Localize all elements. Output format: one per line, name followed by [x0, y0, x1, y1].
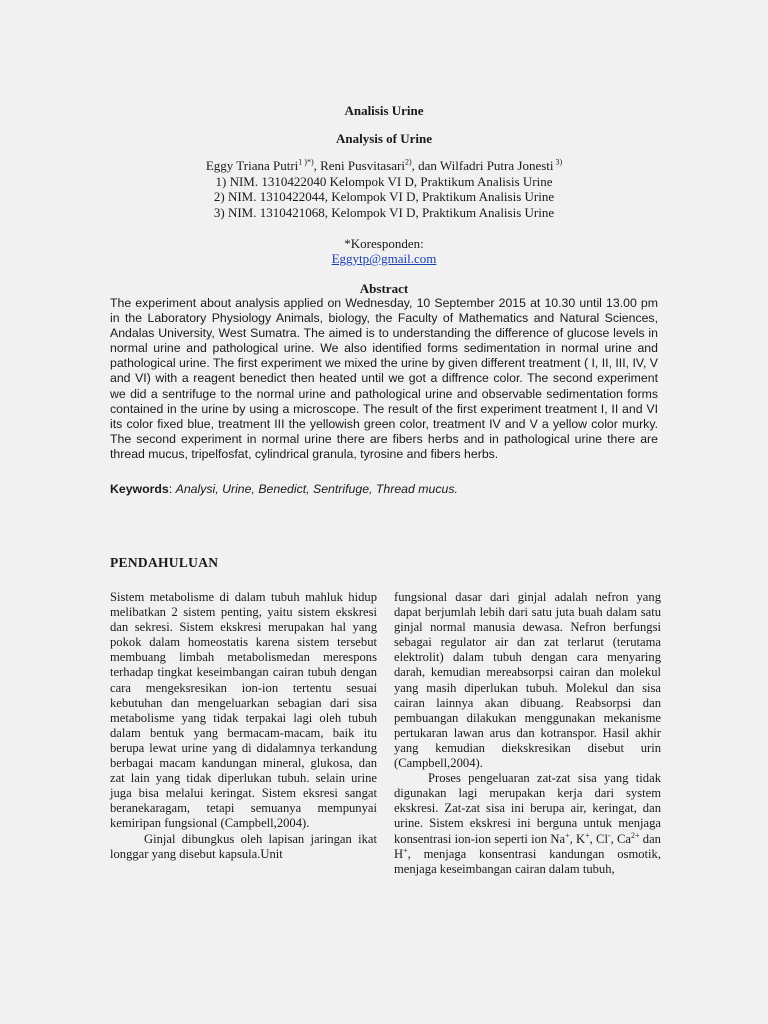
- author-line: [0, 158, 768, 173]
- author-2-mark: 2): [404, 157, 412, 167]
- abstract-heading: Abstract: [359, 281, 409, 296]
- paragraph-text: , menjaga konsentrasi kandungan osmotik, menjaga keseimbangan cairan dalam tubuh,: [394, 846, 661, 876]
- right-column: [394, 590, 661, 877]
- superscript: 2+: [631, 830, 640, 840]
- paragraph-text: , K: [569, 831, 586, 846]
- superscript: +: [585, 830, 590, 840]
- paragraph-text: dan H: [394, 831, 661, 861]
- left-column: [110, 590, 377, 862]
- author-1-mark: 1 )*): [298, 157, 314, 167]
- paragraph-text: Proses pengeluaran zat-zat sisa yang tidak digunakan lagi merupakan kerja dari system ekskresi. Zat-zat sisa ini berupa air, keringat, dan urine. Sistem ekskresi ini berguna untuk menjaga konsentrasi ion-ion seperti ion Na: [394, 771, 661, 846]
- abstract-text: The experiment about analysis applied on Wednesday, 10 September 2015 at 10.30 until 13.00 pm in the Laboratory Physiology Animals, biology, the Faculty of Mathematics and Natural Sciences, Andalas University, West Sumatra. The aimed is to understanding the difference of glucose levels in normal urine and pathological urine. We also identified forms sedimentation in normal urine and pathological urine. The first experiment we mixed the urine by given different treatment ( I, II, III, IV, V and VI) with a reagent benedict then heated until we got a diffrence color. The second experiment we did a sentrifuge to the normal urine and pathological urine and observable sedimentation forms contained in the urine by using a microscope. The result of the first experiment treatment I, II and VI its color fixed blue, treatment III the yellowish green color, treatment IV and V a yellow color murky. The second experiment in normal urine there are fibers herbs and in pathological urine there are thread mucus, tripelfosfat, cylindrical granula, tyrosine and fibers herbs.: [110, 296, 658, 461]
- superscript: -: [607, 830, 611, 840]
- paragraph-text: , Ca: [610, 831, 632, 846]
- section-heading: PENDAHULUAN: [110, 555, 219, 570]
- email-line: [0, 251, 768, 266]
- author-1: Eggy Triana Putri: [205, 158, 299, 173]
- paragraph: Sistem metabolisme di dalam tubuh mahluk hidup melibatkan 2 sistem penting, yaitu sistem ekskresi dan sekresi. Sistem ekskresi merupakan hal yang pokok dalam homeostatis karena sistem tersebut membuang limbah metabolismedan merespons terhadap tingkat keseimbangan cairan tubuh dengan cara mengeksresikan ion-ion tertentu sesuai kebutuhan dan mengeluarkan sebagian dari sisa metabolisme yang tidak terpakai lagi oleh tubuh dalam bentuk yang bermacam-macam, baik itu berupa lewat urine yang di didalamnya terkandung berbagai macam kandungan mineral, glukosa, dan zat lain yang tidak diperlukan tubuh. selain urine juga bisa melalui keringat. Sistem eksresi sangat beranekaragam, tetapi semuanya mempunyai kemiripan fungsional (Campbell,2004).: [110, 590, 377, 831]
- paragraph: Ginjal dibungkus oleh lapisan jaringan ikat longgar yang disebut kapsula.Unit: [110, 831, 377, 861]
- keywords-line: Keywords: Analysi, Urine, Benedict, Sentrifuge, Thread mucus.: [110, 482, 458, 496]
- keywords-label: Keywords: [110, 482, 169, 496]
- correspondent-label: *Koresponden:: [344, 236, 424, 251]
- superscript: +: [565, 830, 570, 840]
- author-2: , Reni Pusvitasari: [313, 158, 405, 173]
- affiliation-2: 2) NIM. 1310422044, Kelompok VI D, Praktikum Analisis Urine: [213, 189, 555, 204]
- title-english: Analysis of Urine: [335, 131, 433, 146]
- keywords-value: Analysi, Urine, Benedict, Sentrifuge, Thread mucus.: [175, 482, 458, 496]
- paragraph: fungsional dasar dari ginjal adalah nefron yang dapat berjumlah lebih dari satu juta buah dalam satu ginjal normal manusia dewasa. Nefron berfungsi sebagai regulator air dan zat terlarut (terutama elektrolit) dalam tubuh dengan cara menyaring darah, kemudian mereabsorpsi cairan dan molekul yang masih diperlukan tubuh. Molekul dan sisa cairan lainnya akan dibuang. Reabsorpsi dan pembuangan dilakukan menggunakan mekanisme pertukaran lawan arus dan kotranspor. Hasil akhir yang kemudian diekskresikan disebut urin (Campbell,2004).: [394, 590, 661, 771]
- author-3-mark: 3): [553, 157, 563, 167]
- affiliation-3: 3) NIM. 1310421068, Kelompok VI D, Praktikum Analisis Urine: [213, 205, 555, 220]
- email-link[interactable]: Eggytp@gmail.com: [331, 251, 437, 266]
- affiliation-1: 1) NIM. 1310422040 Kelompok VI D, Praktikum Analisis Urine: [215, 174, 553, 189]
- title-indonesian: Analisis Urine: [344, 103, 424, 118]
- author-3: , dan Wilfadri Putra Jonesti: [411, 158, 554, 173]
- paragraph-text: , Cl: [589, 831, 608, 846]
- paragraph: [394, 771, 661, 877]
- superscript: +: [403, 845, 408, 855]
